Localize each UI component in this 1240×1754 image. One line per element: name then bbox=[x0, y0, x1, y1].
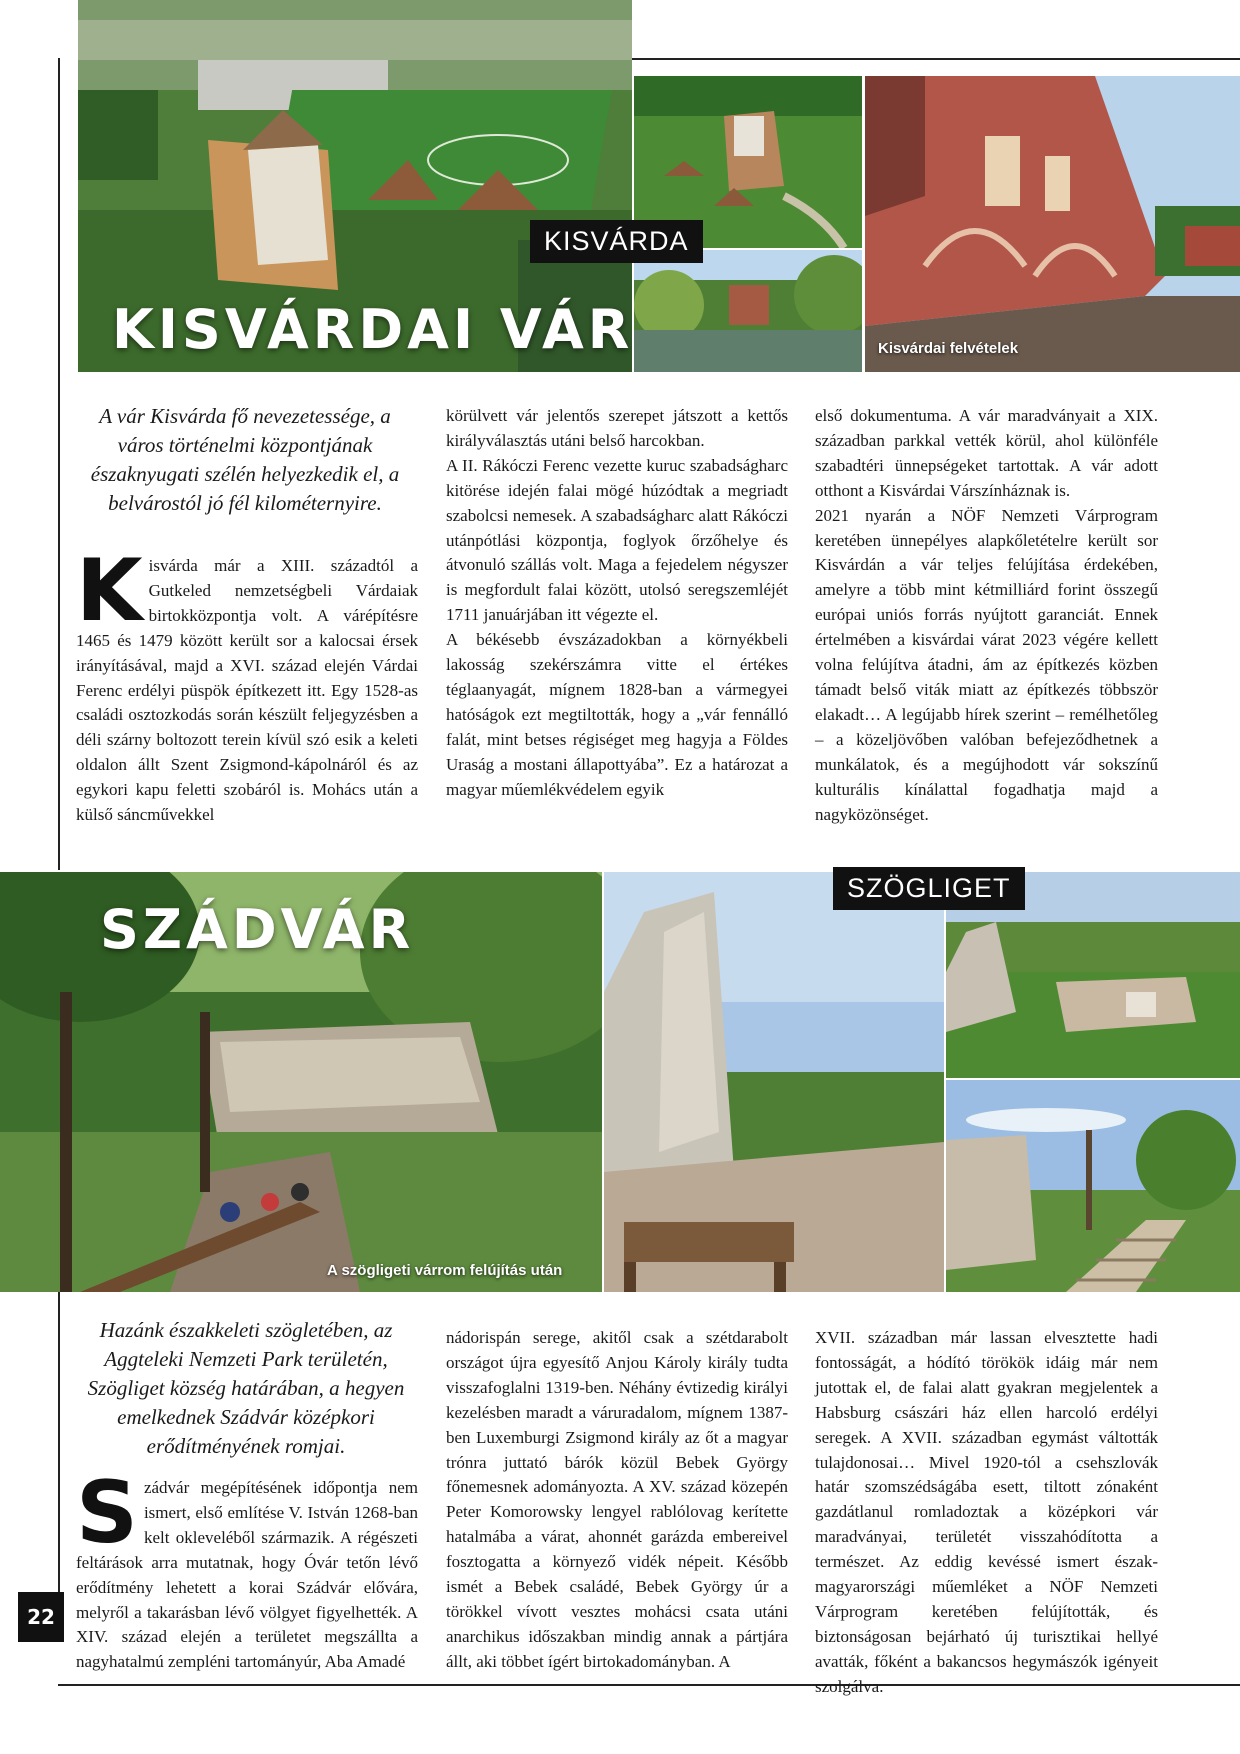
szadvar-tower-ruin-photo bbox=[604, 872, 944, 1292]
article1-col2-paragraph: A II. Rákóczi Ferenc vezette kuruc szabadságharc kitörése idején falai mögé húzódtak a megriadt szabolcsi nemesek. A szabadságharc alatt Rákóczi utánpótlási központja, foglyok őrzőhelye és átvonuló szállás volt. Maga a fejedelem négyszer is megfordult falai között, utolsó seregszemléjét 1711 januárjában itt végezte el. bbox=[446, 455, 788, 625]
dropcap-k: K bbox=[76, 541, 143, 641]
article2-title: SZÁDVÁR bbox=[100, 898, 415, 961]
article1-lead: A vár Kisvárda fő nevezetessége, a város történelmi központjának északnyugati szélén helyezkedik el, a belvárostól jó fél kilométernyire. bbox=[90, 404, 400, 515]
szadvar-stairs-photo bbox=[946, 1080, 1240, 1292]
frame-left-bottom bbox=[58, 1290, 60, 1615]
location-tag-kisvarda: KISVÁRDA bbox=[530, 220, 703, 263]
frame-left-top bbox=[58, 58, 60, 870]
article2-photo-caption: A szögligeti várrom felújítás után bbox=[327, 1262, 563, 1279]
article1-col1-text: isvárda már a XIII. századtól a Gutkeled nemzetségbeli Várdaiak birtokközpontja volt. A várépítésre 1465 és 1479 között került sor a kalocsai érsek irányításával, majd a XVI. század elején Várdai Ferenc erdélyi püspök építkezett itt. Egy 1528-as családi osztozkodás során készült feljegyzésben a déli szárny boltozott terein kívül szó esik a keleti oldalon állt Szent Zsigmond-kápolnáról és az egykori kapu feletti szobáról is. Mohács után a külső sáncművekkel bbox=[76, 556, 418, 825]
article2-col3-text: XVII. században már lassan elvesztette hadi fontosságát, a hódító törökök idáig már nem jutottak el, de falai alatt gyakran megjelentek a Habsburg császári ház ellen harcoló erdélyi seregek. A XVII. században egymást váltották tulajdonosai… Mivel 1920-tól a csehszlovák határ szomszédságába esett, tiltott zónaként gazdátlanul romladoztak a középkori vár maradványai, területét visszahódította a természet. Az eddig kevéssé ismert észak-magyarországi műemléket a NÖF Nemzeti Várprogram keretében felújították, és biztonságosan bejárható új turisztikai hellyé avatták, főként a bakancsos hegymászók igényeit szolgálva. bbox=[815, 1328, 1158, 1696]
article2-lead: Hazánk északkeleti szögletében, az Aggteleki Nemzeti Park területén, Szögliget község határában, a hegyen emelkednek Szádvár középkori erődítményének romjai. bbox=[87, 1318, 405, 1458]
article2-column-2 bbox=[446, 1326, 788, 1675]
article1-col2-paragraph: körülvett vár jelentős szerepet játszott a kettős királyválasztás utáni belső harcokban. bbox=[446, 406, 788, 450]
article2-col1-text: zádvár megépítésének időpontja nem ismert, első említése V. István 1268-ban kelt okleveléből származik. A régészeti feltárások arra mutatnak, hogy Óvár tetőn lévő erődítmény lehetett a korai Szádvár elővára, melyről a takarásban lévő völgyet figyelhették. A XIV. század elején a területet megszállta a nagyhatalmú zempléni tartományúr, Aba Amadé bbox=[76, 1478, 418, 1672]
article1-col3-paragraph: első dokumentuma. A vár maradványait a XIX. században parkkal vették körül, ahol különféle szabadtéri ünnepségeket tartottak. A vár adott otthont a Kisvárdai Várszínháznak is. bbox=[815, 406, 1158, 500]
kisvarda-park-pond-photo bbox=[634, 250, 862, 372]
article1-col3-paragraph: 2021 nyarán a NÖF Nemzeti Várprogram keretében ünnepélyes alapkőletételre került sor Kisvárdán a vár teljes felújítása érdekében, amelyre a több mint kétmilliárd forint összegű európai uniós forrás nyújtott garanciát. Ennek értelmében a kisvárdai várat 2023 végére kellett volna felújítva átadni, ám az építkezés közben támadt belső viták miatt az építkezés többször elakadt… A legújabb hírek szerint – remélhetőleg – a közeljövőben valóban befejeződhetnek a munkálatok, és a megújhodott vár sokszínű kulturális kínálattal fogadhatja majd a nagyközönséget. bbox=[815, 505, 1158, 824]
page-number: 22 bbox=[18, 1592, 64, 1642]
article2-col2-text: nádorispán serege, akitől csak a szétdarabolt országot újra egyesítő Anjou Károly király tudta visszafoglalni 1319-ben. Néhány évtizedig királyi kezelésben maradt a váruradalom, mígnem 1387-ben Luxemburgi Zsigmond király az őt a magyar trónra juttató bárók közül Bebek György főnemesnek adományozta. A XV. század közepén Peter Komorowsky lengyel rablólovag kerítette hatalmába a várat, ahonnét garázda embereivel fosztogatta a környező vidék népeit. Később ismét a Bebek családé, Bebek György úr a törökkel vívott vesztes mohácsi csata utáni anarchikus időszakban mindig annak a pártjára állt, aki többet ígért birtokadományban. A bbox=[446, 1328, 788, 1671]
article1-photo-caption: Kisvárdai felvételek bbox=[878, 340, 1019, 357]
frame-top-right bbox=[632, 58, 1240, 60]
article1-title: KISVÁRDAI VÁR bbox=[112, 298, 634, 361]
article2-column-3 bbox=[815, 1326, 1158, 1700]
article1-col2-paragraph: A békésebb évszázadokban a környékbeli lakosság szekérszámra vitte el értékes téglaanyagát, mígnem 1828-ban a vármegyei hatóságok ezt megtiltották, hogy a „vár fennálló falát, mint betses régiséget meg hagyja a Földes Uraság a mostani állapottyába”. Ez a határozat a magyar műemlékvédelem egyik bbox=[446, 630, 788, 799]
article2-column-1 bbox=[76, 1463, 418, 1675]
location-tag-szogliget: SZÖGLIGET bbox=[833, 867, 1025, 910]
article1-column-3 bbox=[815, 404, 1158, 827]
kisvarda-ruin-wall-photo bbox=[865, 76, 1240, 372]
article1-column-2 bbox=[446, 404, 788, 803]
dropcap-s: S bbox=[76, 1463, 138, 1563]
article1-column-1 bbox=[76, 541, 418, 828]
